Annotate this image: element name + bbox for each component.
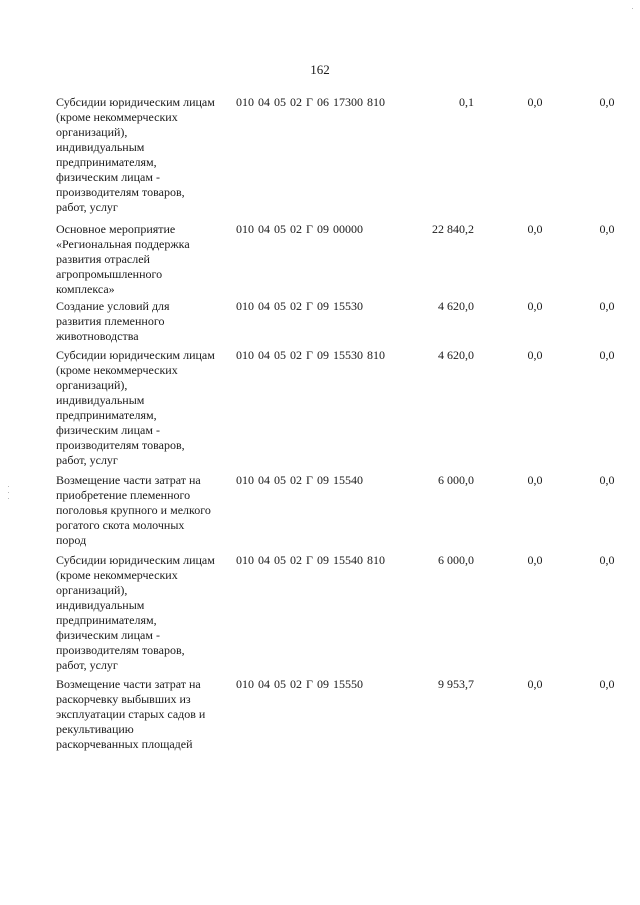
row-code: 010 04 05 02 Г 09 15540: [236, 473, 363, 487]
row-amount: 9 953,7: [438, 677, 474, 691]
row-value-2: 0,0: [599, 299, 615, 313]
row-value-1: 0,0: [527, 473, 543, 487]
row-code: 010 04 05 02 Г 09 15530: [236, 299, 363, 313]
row-value-1: 0,0: [527, 553, 543, 567]
row-name: Возмещение части затрат на приобретение племенного поголовья крупного и мелкого рогатого скота молочных пород: [56, 473, 211, 547]
row-code: 010 04 05 02 Г 06 17300 810: [236, 95, 385, 109]
row-name: Субсидии юридическим лицам (кроме некоммерческих организаций), индивидуальным предпринимателям, физическим лицам - производителям товаров, работ, услуг: [56, 95, 215, 214]
row-code: 010 04 05 02 Г 09 15540 810: [236, 553, 385, 567]
row-name: Возмещение части затрат на раскорчевку выбывших из эксплуатации старых садов и рекультивацию раскорчеванных площадей: [56, 677, 206, 751]
row-amount: 4 620,0: [438, 299, 474, 313]
row-value-1: 0,0: [527, 348, 543, 362]
row-value-1: 0,0: [527, 299, 543, 313]
scan-speck: [8, 492, 9, 493]
row-amount: 6 000,0: [438, 553, 474, 567]
row-code: 010 04 05 02 Г 09 00000: [236, 222, 363, 236]
scan-speck: [8, 486, 9, 487]
row-name: Субсидии юридическим лицам (кроме некоммерческих организаций), индивидуальным предпринимателям, физическим лицам - производителям товаров, работ, услуг: [56, 553, 215, 672]
row-name: Субсидии юридическим лицам (кроме некоммерческих организаций), индивидуальным предпринимателям, физическим лицам - производителям товаров, работ, услуг: [56, 348, 215, 467]
row-value-2: 0,0: [599, 222, 615, 236]
row-name: Основное мероприятие «Региональная поддержка развития отраслей агропромышленного комплекса»: [56, 222, 190, 296]
row-value-1: 0,0: [527, 677, 543, 691]
row-value-2: 0,0: [599, 677, 615, 691]
row-value-1: 0,0: [527, 222, 543, 236]
row-value-2: 0,0: [599, 553, 615, 567]
row-amount: 4 620,0: [438, 348, 474, 362]
row-amount: 0,1: [459, 95, 474, 109]
row-value-2: 0,0: [599, 473, 615, 487]
row-value-2: 0,0: [599, 348, 615, 362]
row-name: Создание условий для развития племенного животноводства: [56, 299, 170, 343]
row-amount: 6 000,0: [438, 473, 474, 487]
row-amount: 22 840,2: [432, 222, 474, 236]
row-code: 010 04 05 02 Г 09 15550: [236, 677, 363, 691]
row-value-2: 0,0: [599, 95, 615, 109]
scan-speck: [632, 8, 633, 9]
page-number: 162: [310, 62, 330, 77]
scan-speck: [8, 498, 9, 499]
row-value-1: 0,0: [527, 95, 543, 109]
row-code: 010 04 05 02 Г 09 15530 810: [236, 348, 385, 362]
